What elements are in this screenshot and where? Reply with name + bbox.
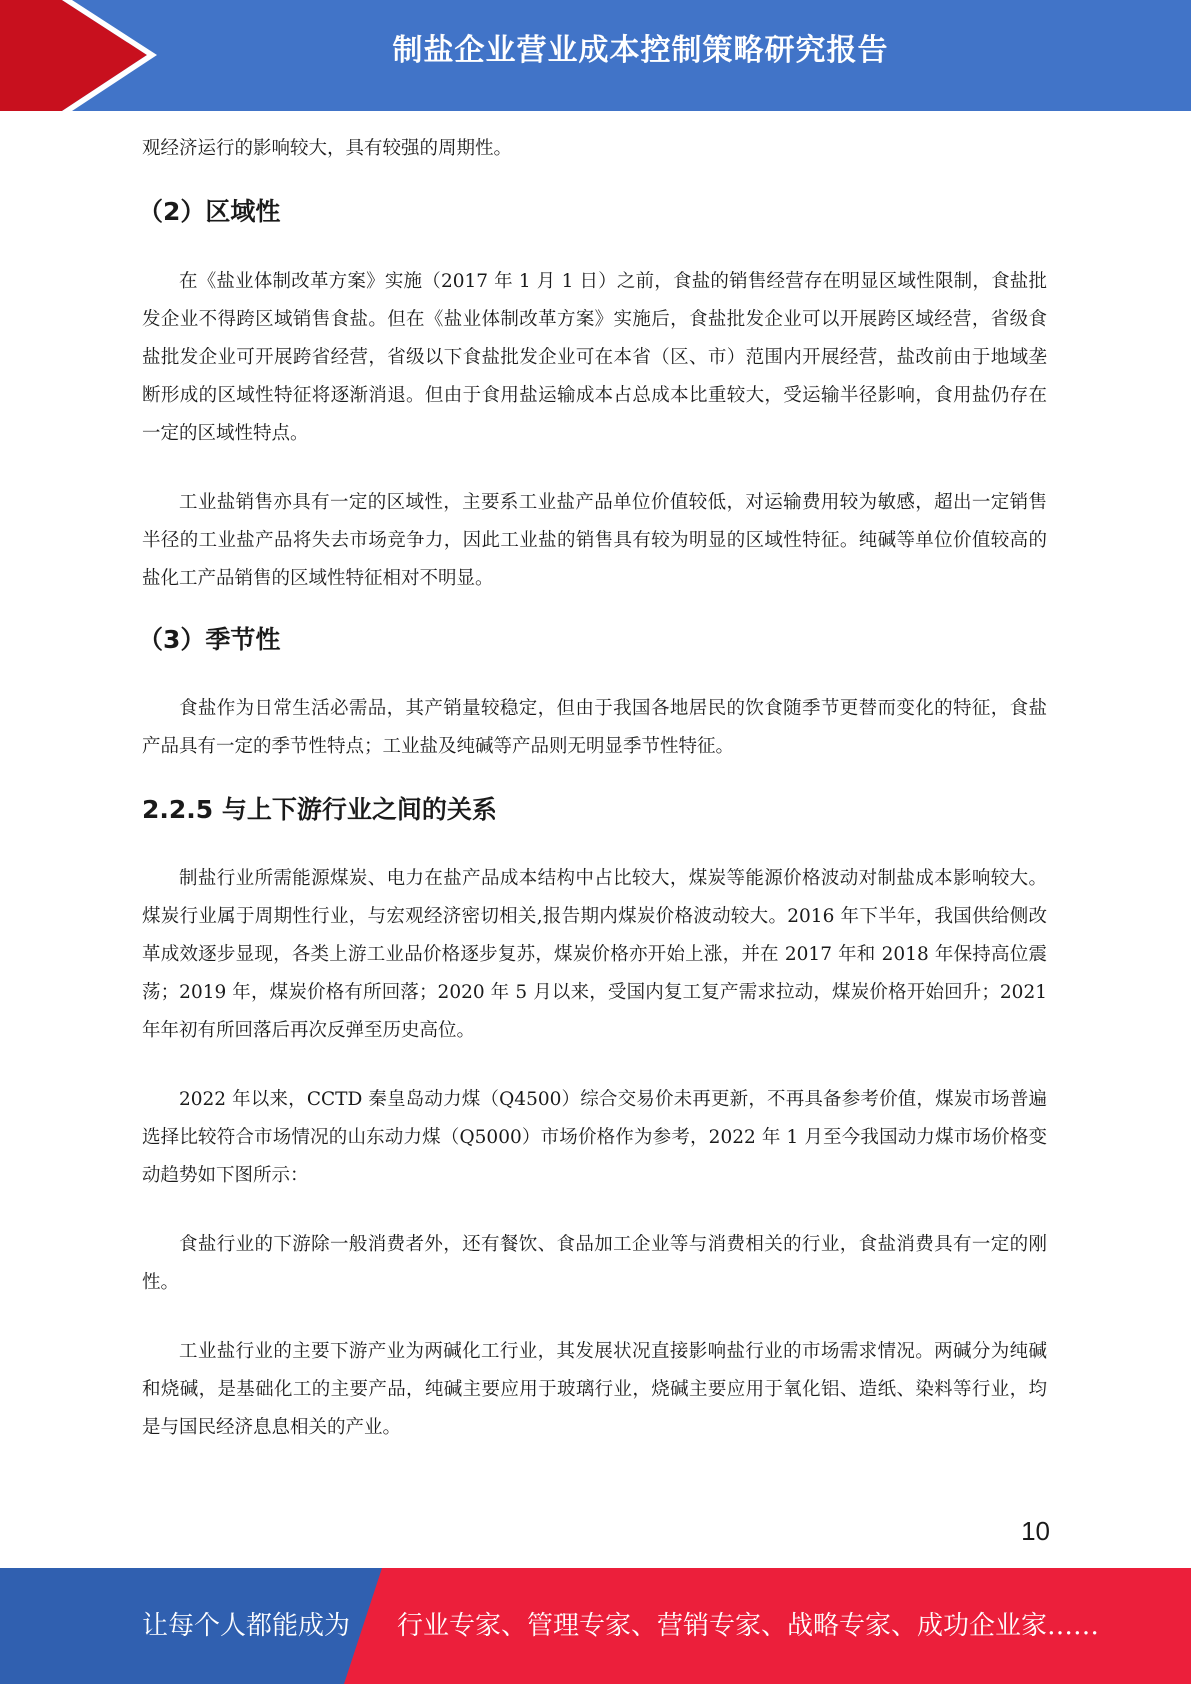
paragraph-regional-1: 在《盐业体制改革方案》实施（2017 年 1 月 1 日）之前，食盐的销售经营存在明显区域性限制，食盐批发企业不得跨区域销售食盐。但在《盐业体制改革方案》实施后，食盐批发企业可以开展跨区域经营，省级食盐批发企业可开展跨省经营，省级以下食盐批发企业可在本省（区、市）范围内开展经营，盐改前由于地域垄断形成的区域性特征将逐渐消退。但由于食用盐运输成本占总成本比重较大，受运输半径影响，食用盐仍存在一定的区域性特点。 <box>142 271 1047 444</box>
paragraph-seasonal: 食盐作为日常生活必需品，其产销量较稳定，但由于我国各地居民的饮食随季节更替而变化的特征，食盐产品具有一定的季节性特点；工业盐及纯碱等产品则无明显季节性特征。 <box>142 698 1047 757</box>
page-content <box>138 130 1047 1447</box>
footer-slogan-right: 行业专家、管理专家、营销专家、战略专家、成功企业家…… <box>397 1611 1100 1641</box>
paragraph-downstream-1: 食盐行业的下游除一般消费者外，还有餐饮、食品加工企业等与消费相关的行业，食盐消费具有一定的刚性。 <box>142 1234 1047 1293</box>
paragraph-downstream-2: 工业盐行业的主要下游产业为两碱化工行业，其发展状况直接影响盐行业的市场需求情况。两碱分为纯碱和烧碱，是基础化工的主要产品，纯碱主要应用于玻璃行业，烧碱主要应用于氧化铝、造纸、染料等行业，均是与国民经济息息相关的产业。 <box>142 1341 1047 1438</box>
page-footer <box>0 1568 1191 1684</box>
paragraph-upstream-2: 2022 年以来，CCTD 秦皇岛动力煤（Q4500）综合交易价未再更新，不再具备参考价值，煤炭市场普遍选择比较符合市场情况的山东动力煤（Q5000）市场价格作为参考，2022 年 1 月至今我国动力煤市场价格变动趋势如下图所示： <box>142 1089 1047 1186</box>
page-header <box>0 0 1191 111</box>
report-title: 制盐企业营业成本控制策略研究报告 <box>392 33 889 68</box>
paragraph-intro: 观经济运行的影响较大，具有较强的周期性。 <box>142 138 513 159</box>
heading-regional: （2）区域性 <box>138 197 281 226</box>
paragraph-regional-2: 工业盐销售亦具有一定的区域性，主要系工业盐产品单位价值较低，对运输费用较为敏感，超出一定销售半径的工业盐产品将失去市场竞争力，因此工业盐的销售具有较为明显的区域性特征。纯碱等单位价值较高的盐化工产品销售的区域性特征相对不明显。 <box>142 492 1047 589</box>
footer-slogan-left: 让每个人都能成为 <box>142 1611 351 1641</box>
page-number: 10 <box>1021 1516 1050 1546</box>
header-arrow-decoration <box>0 0 160 111</box>
heading-section-2-2-5: 2.2.5 与上下游行业之间的关系 <box>142 795 497 824</box>
paragraph-upstream-1: 制盐行业所需能源煤炭、电力在盐产品成本结构中占比较大，煤炭等能源价格波动对制盐成本影响较大。煤炭行业属于周期性行业，与宏观经济密切相关,报告期内煤炭价格波动较大。2016 年下半年，我国供给侧改革成效逐步显现，各类上游工业品价格逐步复苏，煤炭价格亦开始上涨，并在 2017 年和 2018 年保持高位震荡；2019 年，煤炭价格有所回落；2020 年 5 月以来，受国内复工复产需求拉动，煤炭价格开始回升；2021 年年初有所回落后再次反弹至历史高位。 <box>142 868 1047 1041</box>
heading-seasonal: （3）季节性 <box>138 625 281 654</box>
